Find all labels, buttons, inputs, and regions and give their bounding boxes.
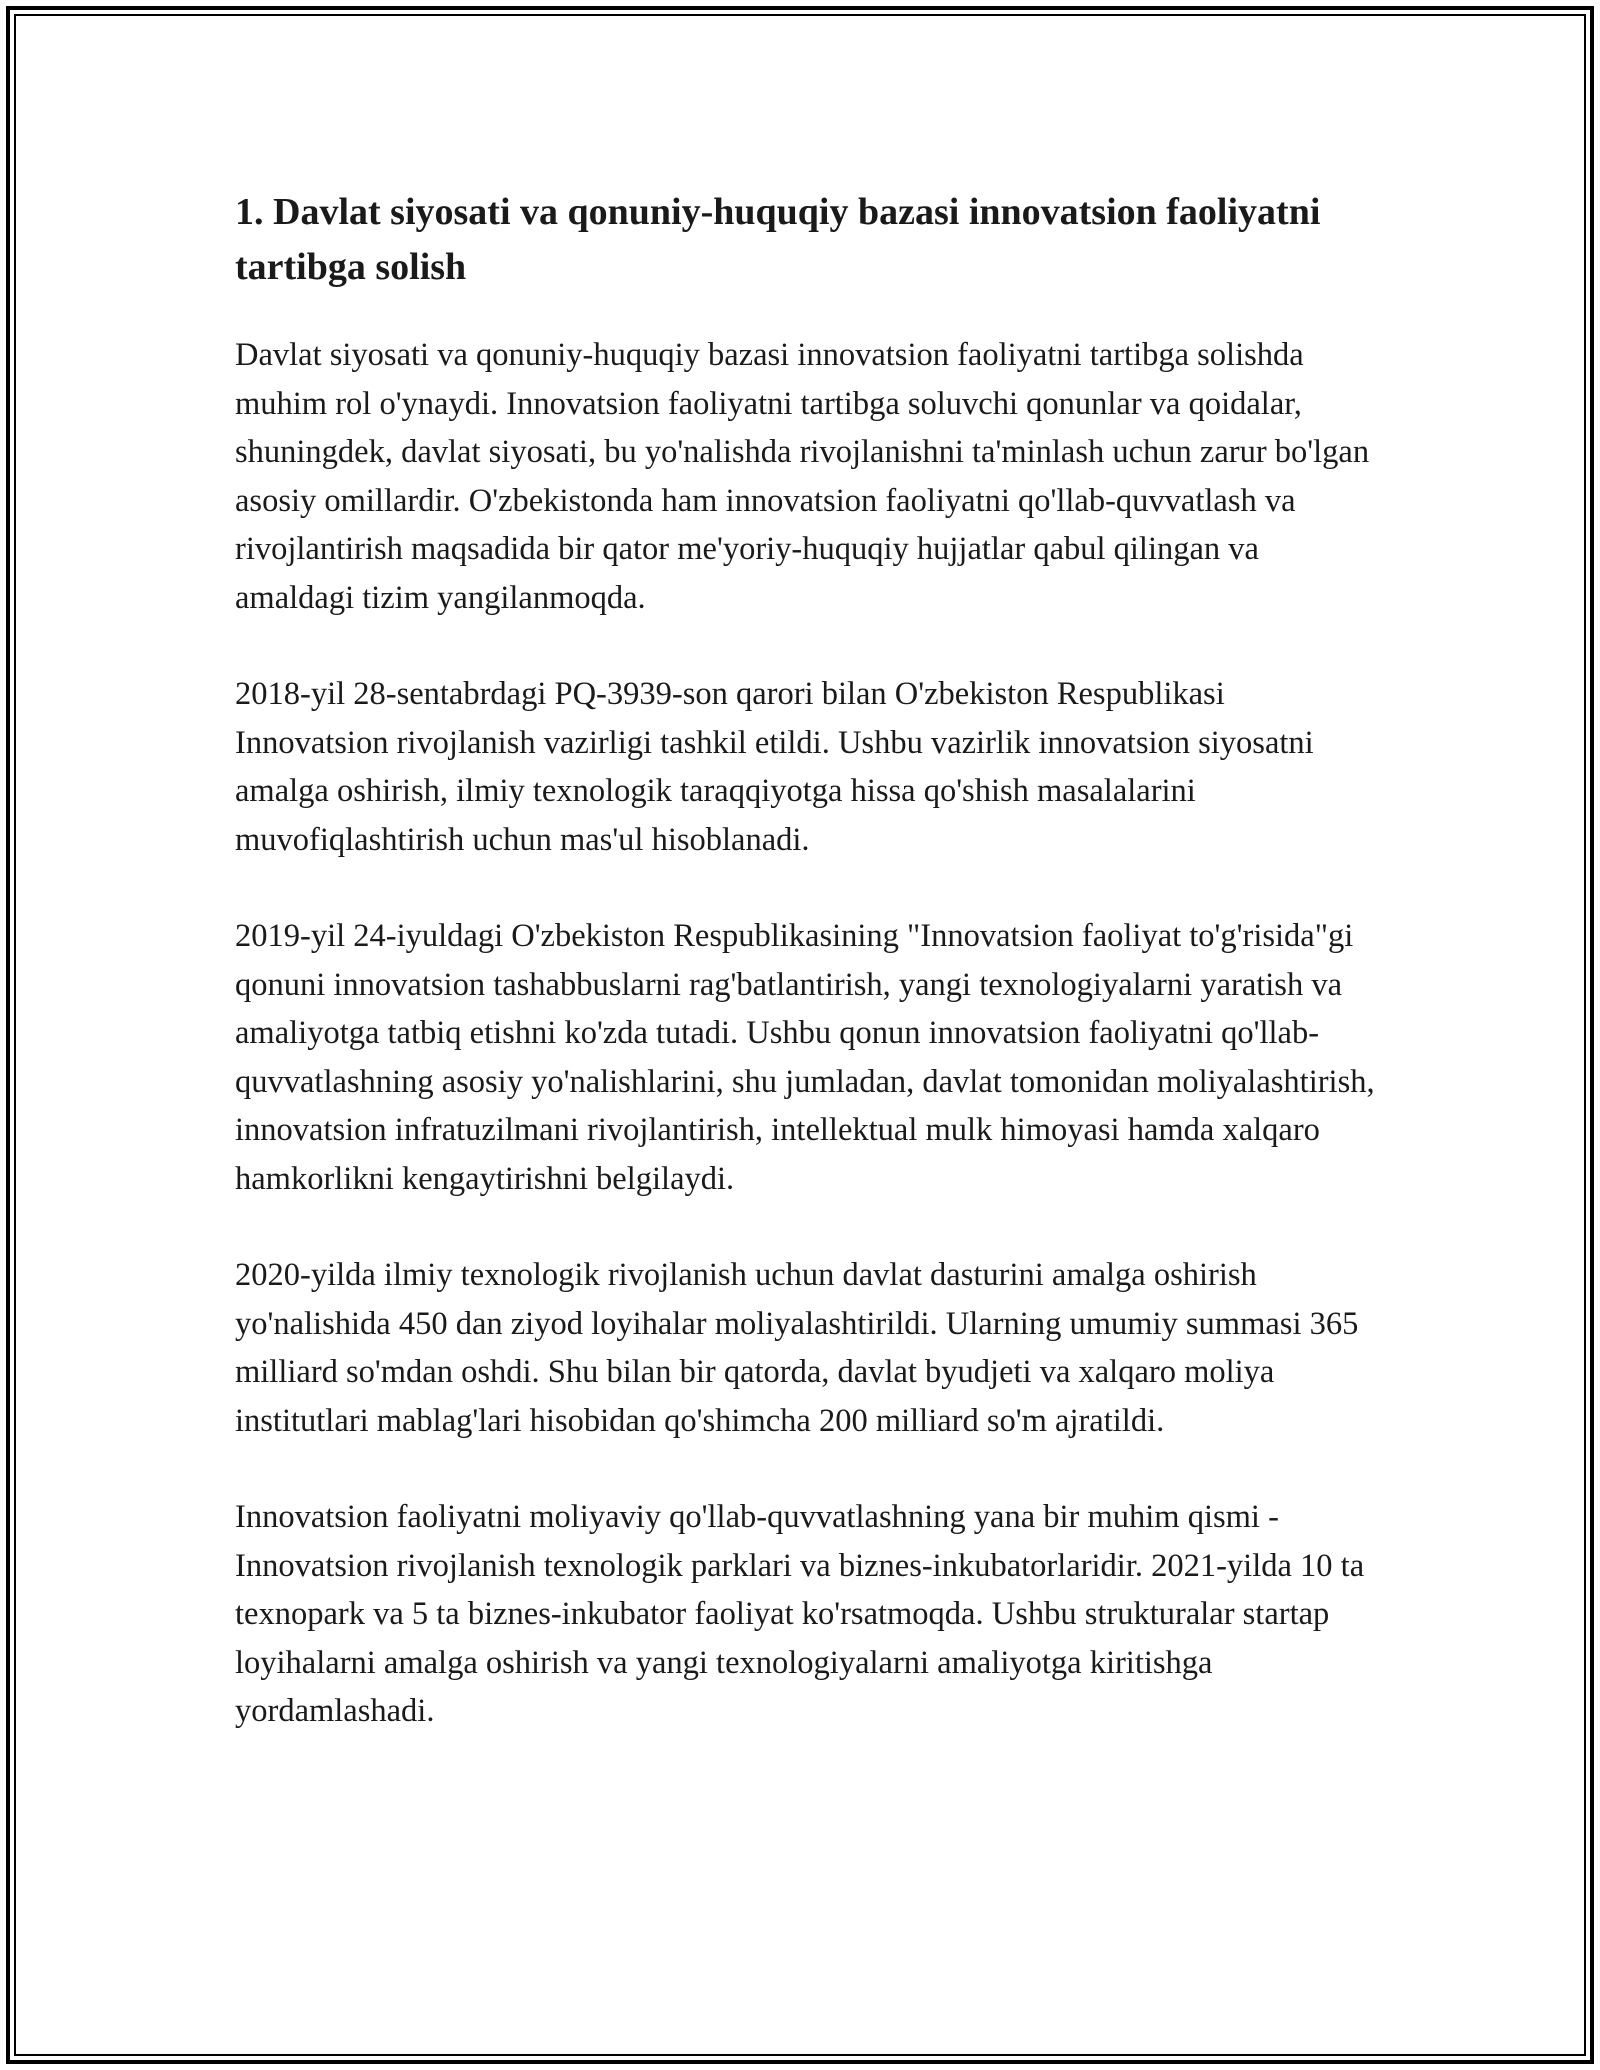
- document-body: [235, 185, 1385, 1784]
- paragraph: Innovatsion faoliyatni moliyaviy qo'llab-quvvatlashning yana bir muhim qismi - Innovatsion rivojlanish texnologik parklari va biznes-inkubatorlaridir. 2021-yilda 10 ta texnopark va 5 ta biznes-inkubator faoliyat ko'rsatmoqda. Ushbu strukturalar startap loyihalarni amalga oshirish va yangi texnologiyalarni amaliyotga kiritishga yordamlashadi.: [235, 1499, 1365, 1729]
- paragraph: 2020-yilda ilmiy texnologik rivojlanish uchun davlat dasturini amalga oshirish yo'nalishida 450 dan ziyod loyihalar moliyalashtirildi. Ularning umumiy summasi 365 milliard so'mdan oshdi. Shu bilan bir qatorda, davlat byudjeti va xalqaro moliya institutlari mablag'lari hisobidan qo'shimcha 200 milliard so'm ajratildi.: [235, 1257, 1359, 1439]
- paragraph: 2019-yil 24-iyuldagi O'zbekiston Respublikasining "Innovatsion faoliyat to'g'risida"gi qonuni innovatsion tashabbuslarni rag'batlantirish, yangi texnologiyalarni yaratish va amaliyotga tatbiq etishni ko'zda tutadi. Ushbu qonun innovatsion faoliyatni qo'llab-quvvatlashning asosiy yo'nalishlarini, shu jumladan, davlat tomonidan moliyalashtirish, innovatsion infratuzilmani rivojlantirish, intellektual mulk himoyasi hamda xalqaro hamkorlikni kengaytirishni belgilaydi.: [235, 918, 1375, 1197]
- paragraph: 2018-yil 28-sentabrdagi PQ-3939-son qarori bilan O'zbekiston Respublikasi Innovatsion rivojlanish vazirligi tashkil etildi. Ushbu vazirlik innovatsion siyosatni amalga oshirish, ilmiy texnologik taraqqiyotga hissa qo'shish masalalarini muvofiqlashtirish uchun mas'ul hisoblanadi.: [235, 676, 1314, 858]
- section-heading: 1. Davlat siyosati va qonuniy-huquqiy bazasi innovatsion faoliyatni tartibga solish: [235, 191, 1321, 288]
- paragraph: Davlat siyosati va qonuniy-huquqiy bazasi innovatsion faoliyatni tartibga solishda muhim rol o'ynaydi. Innovatsion faoliyatni tartibga soluvchi qonunlar va qoidalar, shuningdek, davlat siyosati, bu yo'nalishda rivojlanishni ta'minlash uchun zarur bo'lgan asosiy omillardir. O'zbekistonda ham innovatsion faoliyatni qo'llab-quvvatlash va rivojlantirish maqsadida bir qator me'yoriy-huquqiy hujjatlar qabul qilingan va amaldagi tizim yangilanmoqda.: [235, 337, 1370, 616]
